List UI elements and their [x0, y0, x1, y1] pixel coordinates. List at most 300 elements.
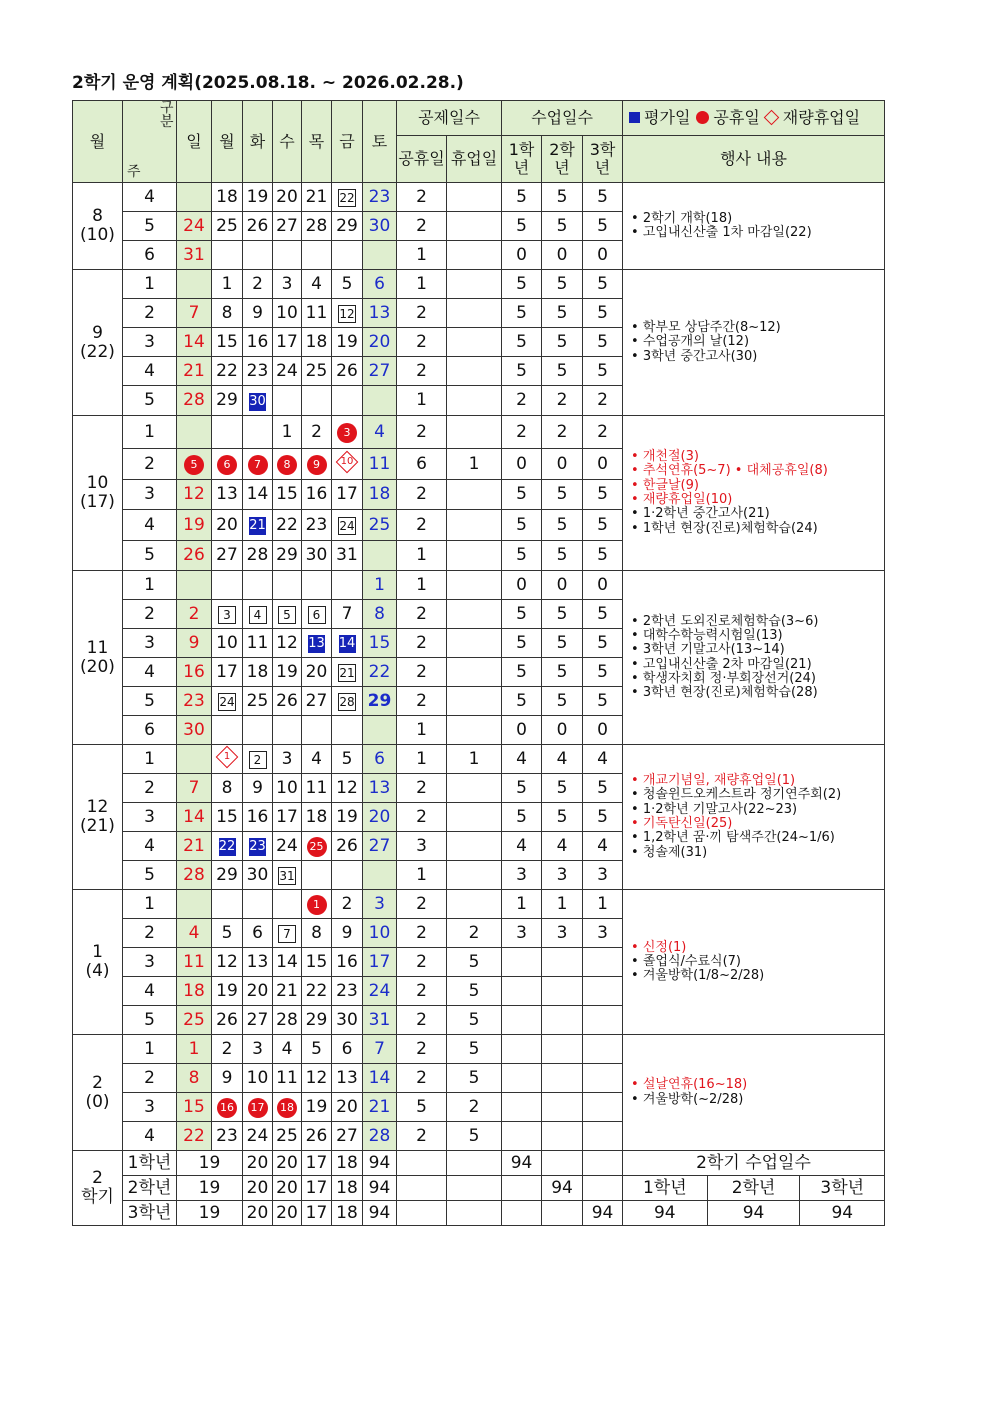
day-number: 30	[336, 1009, 358, 1030]
class-days-grade3: 2	[583, 386, 623, 416]
week-number: 3	[123, 629, 177, 658]
month-days-total: (4)	[85, 961, 110, 981]
event-item	[631, 522, 884, 536]
day-cell	[177, 480, 212, 510]
public-holiday-count: 1	[397, 861, 447, 890]
day-cell	[273, 480, 302, 510]
day-cell	[177, 977, 212, 1006]
day-number: 21	[305, 186, 328, 207]
day-number: 29	[216, 864, 238, 885]
day-number: 25	[305, 360, 328, 381]
day-number: 6	[374, 273, 385, 294]
day-number: 10	[276, 302, 298, 323]
day-cell	[273, 449, 302, 480]
bullet: •	[631, 968, 643, 984]
semester-word: 학기	[81, 1187, 114, 1207]
day-number: 6	[341, 1038, 353, 1059]
total-grade-label: 1학년	[642, 1178, 687, 1198]
day-number: 22	[216, 360, 238, 381]
day-cell	[177, 774, 212, 803]
day-cell	[332, 212, 363, 241]
day-cell	[273, 541, 302, 571]
week-number: 2	[123, 774, 177, 803]
class-days-grade3: 3	[583, 861, 623, 890]
day-cell	[302, 183, 332, 212]
bullet: •	[631, 627, 643, 643]
event-text: 졸업식/수료식(7)	[642, 953, 741, 969]
day-cell	[212, 1035, 243, 1064]
event-text: 2학기 개학(18)	[642, 210, 733, 226]
holiday-day-mark: 7	[248, 455, 268, 475]
day-number: 23	[336, 980, 358, 1001]
discretionary-day-number: 1	[223, 750, 231, 762]
day-cell	[302, 890, 332, 919]
day-cell	[212, 183, 243, 212]
school-holiday-count: 5	[447, 977, 502, 1006]
boxed-day-mark: 5	[278, 606, 296, 624]
day-cell	[302, 1035, 332, 1064]
day-cell	[332, 1064, 363, 1093]
day-number: 12	[336, 777, 358, 798]
week-number: 3	[123, 803, 177, 832]
day-cell	[212, 861, 243, 890]
day-number: 21	[276, 980, 298, 1001]
event-text: 1·2학년 중간고사(21)	[642, 506, 770, 522]
day-number: 23	[246, 360, 269, 381]
day-number: 13	[336, 1067, 358, 1088]
school-holiday-count: 1	[447, 449, 502, 480]
week-row	[73, 183, 885, 212]
class-days-grade1: 0	[502, 449, 542, 480]
bullet: •	[631, 506, 643, 522]
school-holiday-count: 5	[447, 1064, 502, 1093]
eval-day-mark: 21	[249, 518, 266, 533]
holiday-day-mark: 16	[217, 1098, 237, 1118]
day-cell	[302, 510, 332, 541]
event-text: 한글날(9)	[642, 477, 699, 493]
day-number: 16	[246, 331, 269, 352]
month-days-total: (10)	[80, 225, 115, 245]
day-cell	[243, 832, 273, 861]
summary-row	[73, 1176, 885, 1201]
day-cell	[363, 1006, 397, 1035]
public-holiday-count: 2	[397, 890, 447, 919]
class-days-grade2: 1	[542, 890, 583, 919]
day-cell	[363, 1122, 397, 1151]
day-cell	[302, 386, 332, 416]
event-text: 개천절(3)	[642, 449, 699, 465]
day-cell	[302, 774, 332, 803]
class-days-grade1: 5	[502, 774, 542, 803]
class-days-grade1: 5	[502, 510, 542, 541]
day-number: 10	[368, 922, 391, 943]
class-days-grade1	[502, 977, 542, 1006]
page-title: 2학기 운영 계획(2025.08.18. ~ 2026.02.28.)	[72, 73, 464, 93]
day-number: 22	[368, 661, 391, 682]
month-days-total: (0)	[85, 1091, 110, 1112]
boxed-day-mark: 21	[339, 665, 355, 680]
day-cell	[363, 890, 397, 919]
month-cell	[73, 745, 123, 890]
day-number: 9	[188, 632, 200, 653]
day-number: 7	[188, 777, 200, 798]
day-cell	[243, 1093, 273, 1122]
day-cell	[243, 541, 273, 571]
bullet: •	[631, 334, 643, 350]
day-number: 27	[368, 835, 391, 856]
month-days-total: (21)	[80, 816, 115, 836]
day-number: 13	[368, 302, 391, 323]
summary-class-grade3	[583, 1176, 623, 1201]
day-number: 15	[216, 331, 238, 352]
summary-value: 20	[273, 1176, 302, 1201]
bullet: •	[631, 613, 643, 629]
school-holiday-count: 5	[447, 1006, 502, 1035]
day-cell	[273, 212, 302, 241]
week-row	[73, 571, 885, 600]
class-days-grade2: 5	[542, 541, 583, 571]
day-number: 20	[368, 806, 391, 827]
class-days-grade2: 0	[542, 449, 583, 480]
day-cell	[302, 1122, 332, 1151]
day-number: 1	[374, 574, 385, 595]
day-cell	[243, 510, 273, 541]
day-number: 20	[246, 980, 269, 1001]
class-days-grade2: 5	[542, 212, 583, 241]
eval-day-mark: 13	[308, 636, 325, 651]
day-cell	[243, 803, 273, 832]
day-cell	[273, 687, 302, 716]
class-days-grade2: 5	[542, 803, 583, 832]
public-holiday-count: 5	[397, 1093, 447, 1122]
day-number: 18	[246, 661, 269, 682]
event-item	[631, 1078, 884, 1092]
day-number: 15	[368, 632, 391, 653]
summary-empty-school	[447, 1176, 502, 1201]
month-cell	[73, 270, 123, 416]
day-cell	[273, 745, 302, 774]
day-cell	[243, 571, 273, 600]
school-holiday-count: 5	[447, 948, 502, 977]
event-text: 신정(1)	[642, 939, 687, 955]
day-number: 19	[336, 806, 358, 827]
week-number: 5	[123, 687, 177, 716]
boxed-day-mark: 28	[339, 694, 355, 709]
day-cell	[212, 541, 243, 571]
week-number: 5	[123, 861, 177, 890]
week-number: 4	[123, 832, 177, 861]
day-number: 18	[183, 980, 205, 1001]
eval-square-icon	[629, 112, 640, 123]
events-cell	[623, 571, 885, 745]
event-text: 재량휴업일(10)	[642, 492, 733, 507]
class-days-grade1: 0	[502, 571, 542, 600]
eval-day-mark: 23	[249, 839, 266, 854]
week-row	[73, 745, 885, 774]
day-number: 7	[341, 603, 353, 624]
day-number: 17	[368, 951, 391, 972]
class-days-grade3: 2	[583, 416, 623, 449]
week-label: 주	[127, 163, 141, 180]
day-number: 12	[305, 1067, 328, 1088]
day-number: 18	[305, 331, 328, 352]
bullet: •	[631, 210, 643, 226]
school-holiday-count	[447, 510, 502, 541]
day-cell	[177, 919, 212, 948]
class-days-grade2: 4	[542, 745, 583, 774]
day-cell	[273, 270, 302, 299]
eval-day-mark: 14	[338, 636, 356, 651]
day-number: 23	[368, 186, 391, 207]
day-cell	[273, 977, 302, 1006]
day-number: 13	[368, 777, 391, 798]
summary-value: 18	[332, 1176, 363, 1201]
event-item	[631, 350, 884, 364]
day-cell	[332, 1035, 363, 1064]
class-days-grade1: 2	[502, 416, 542, 449]
month-number: 11	[86, 637, 109, 658]
day-header-sun: 일	[177, 101, 212, 183]
class-days-grade3: 3	[583, 919, 623, 948]
summary-row	[73, 1151, 885, 1176]
day-number: 24	[246, 1125, 269, 1146]
summary-value: 19	[177, 1176, 243, 1201]
public-holiday-count: 2	[397, 1035, 447, 1064]
day-number: 9	[341, 922, 353, 943]
day-cell	[273, 890, 302, 919]
summary-empty-school	[447, 1151, 502, 1176]
event-item	[631, 672, 884, 686]
week-number: 5	[123, 1006, 177, 1035]
semester-number: 2	[92, 1168, 103, 1189]
school-holiday-count: 5	[447, 1035, 502, 1064]
day-cell	[302, 328, 332, 357]
summary-row	[73, 1201, 885, 1226]
day-cell	[177, 241, 212, 270]
week-number: 5	[123, 212, 177, 241]
class-days-grade3	[583, 977, 623, 1006]
day-cell	[177, 948, 212, 977]
day-cell	[243, 600, 273, 629]
bullet: •	[631, 1077, 643, 1093]
class-days-grade1: 0	[502, 241, 542, 270]
day-cell	[212, 948, 243, 977]
class-days-grade3	[583, 948, 623, 977]
summary-value: 94	[363, 1201, 397, 1226]
day-cell	[302, 977, 332, 1006]
day-cell	[177, 386, 212, 416]
day-number: 4	[374, 421, 385, 442]
day-cell	[363, 386, 397, 416]
public-holiday-count: 2	[397, 183, 447, 212]
summary-value: 20	[273, 1151, 302, 1176]
day-cell	[273, 299, 302, 328]
school-holiday-count	[447, 571, 502, 600]
day-number: 28	[368, 1125, 391, 1146]
class-days-grade3: 0	[583, 241, 623, 270]
day-number: 25	[216, 215, 238, 236]
month-number: 9	[92, 322, 103, 343]
day-number: 8	[188, 1067, 200, 1088]
day-cell	[273, 241, 302, 270]
summary-value: 20	[243, 1176, 273, 1201]
week-number: 1	[123, 571, 177, 600]
day-number: 20	[276, 186, 298, 207]
day-number: 15	[216, 806, 238, 827]
day-number: 23	[305, 514, 328, 535]
day-cell	[243, 183, 273, 212]
day-header-thu: 목	[302, 101, 332, 183]
class-days-grade2: 5	[542, 357, 583, 386]
day-cell	[273, 386, 302, 416]
class-days-grade1: 0	[502, 716, 542, 745]
day-cell	[363, 600, 397, 629]
day-number: 28	[183, 390, 205, 411]
day-cell	[363, 1035, 397, 1064]
day-cell	[273, 1122, 302, 1151]
summary-class-grade2	[542, 1151, 583, 1176]
week-number: 4	[123, 1122, 177, 1151]
bullet: •	[631, 225, 643, 240]
day-cell	[212, 745, 243, 774]
day-cell	[332, 386, 363, 416]
day-cell	[302, 449, 332, 480]
day-header-tue: 화	[243, 101, 273, 183]
day-number: 9	[252, 777, 263, 798]
day-number: 30	[183, 719, 205, 740]
public-holiday-count: 2	[397, 328, 447, 357]
day-number: 29	[216, 390, 238, 411]
boxed-day-mark: 3	[218, 606, 236, 624]
day-cell	[302, 948, 332, 977]
event-item	[631, 615, 884, 629]
week-number: 3	[123, 1093, 177, 1122]
school-holiday-count	[447, 480, 502, 510]
day-cell	[212, 658, 243, 687]
day-number: 7	[188, 302, 200, 323]
school-holiday-count	[447, 212, 502, 241]
day-cell	[363, 328, 397, 357]
day-cell	[273, 774, 302, 803]
week-number: 6	[123, 716, 177, 745]
eval-day-mark: 30	[249, 393, 266, 409]
day-cell	[177, 449, 212, 480]
day-cell	[302, 241, 332, 270]
day-number: 19	[216, 980, 238, 1001]
day-cell	[332, 861, 363, 890]
class-days-grade3: 5	[583, 183, 623, 212]
day-cell	[273, 571, 302, 600]
summary-value: 19	[177, 1201, 243, 1226]
day-cell	[363, 510, 397, 541]
day-cell	[243, 1122, 273, 1151]
summary-total-row	[623, 1176, 884, 1200]
day-cell	[363, 299, 397, 328]
day-number: 16	[336, 951, 358, 972]
boxed-day-mark: 2	[249, 751, 267, 769]
day-cell	[177, 600, 212, 629]
day-cell	[302, 919, 332, 948]
day-cell	[212, 357, 243, 386]
school-holiday-count: 1	[447, 745, 502, 774]
day-number: 26	[305, 1125, 328, 1146]
day-number: 25	[368, 514, 391, 535]
day-number: 13	[216, 484, 238, 505]
semester-label	[73, 1151, 123, 1226]
day-number: 22	[183, 1125, 205, 1146]
public-holiday-count: 1	[397, 241, 447, 270]
grade2-header: 2학년	[542, 136, 583, 183]
day-number: 29	[367, 690, 392, 711]
public-holiday-count: 1	[397, 745, 447, 774]
day-number: 15	[276, 484, 298, 505]
day-cell	[332, 716, 363, 745]
public-holiday-count: 2	[397, 510, 447, 541]
school-holiday-count	[447, 803, 502, 832]
day-cell	[302, 1093, 332, 1122]
summary-grade: 3학년	[123, 1201, 177, 1226]
day-cell	[332, 416, 363, 449]
holiday-day-mark: 9	[307, 455, 327, 475]
day-cell	[363, 687, 397, 716]
day-number: 15	[305, 951, 328, 972]
day-cell	[273, 658, 302, 687]
day-number: 20	[368, 331, 391, 352]
public-holiday-count: 2	[397, 658, 447, 687]
day-header-fri: 금	[332, 101, 363, 183]
class-days-grade2: 3	[542, 861, 583, 890]
day-cell	[302, 299, 332, 328]
day-cell	[212, 571, 243, 600]
day-number: 19	[183, 514, 205, 535]
day-number: 8	[311, 922, 322, 943]
day-cell	[332, 1122, 363, 1151]
summary-total-cell	[623, 1176, 885, 1201]
day-number: 4	[311, 273, 322, 294]
day-cell	[177, 270, 212, 299]
day-cell	[363, 745, 397, 774]
day-cell	[243, 357, 273, 386]
day-number: 11	[305, 302, 328, 323]
school-holiday-count	[447, 629, 502, 658]
total-grade-value: 94	[799, 1201, 884, 1225]
day-number: 24	[183, 215, 205, 236]
event-text: 개교기념일, 재량휴업일(1)	[642, 773, 796, 789]
day-number: 18	[216, 186, 238, 207]
event-text: 3학년 중간고사(30)	[642, 348, 758, 364]
class-days-grade3: 5	[583, 328, 623, 357]
bullet: •	[631, 642, 643, 658]
week-number: 1	[123, 745, 177, 774]
school-holiday-count	[447, 774, 502, 803]
bullet: •	[631, 685, 643, 701]
holiday-day-mark: 1	[307, 895, 327, 915]
class-days-grade1: 5	[502, 803, 542, 832]
day-number: 18	[368, 484, 391, 505]
class-days-grade1	[502, 1006, 542, 1035]
class-days-grade1: 5	[502, 183, 542, 212]
day-cell	[177, 416, 212, 449]
day-number: 27	[368, 360, 391, 381]
class-days-grade2: 5	[542, 658, 583, 687]
month-number: 10	[86, 473, 109, 494]
day-cell	[302, 270, 332, 299]
day-cell	[177, 658, 212, 687]
day-cell	[302, 832, 332, 861]
class-days-grade1	[502, 1122, 542, 1151]
summary-value: 19	[177, 1151, 243, 1176]
public-holiday-count: 2	[397, 299, 447, 328]
